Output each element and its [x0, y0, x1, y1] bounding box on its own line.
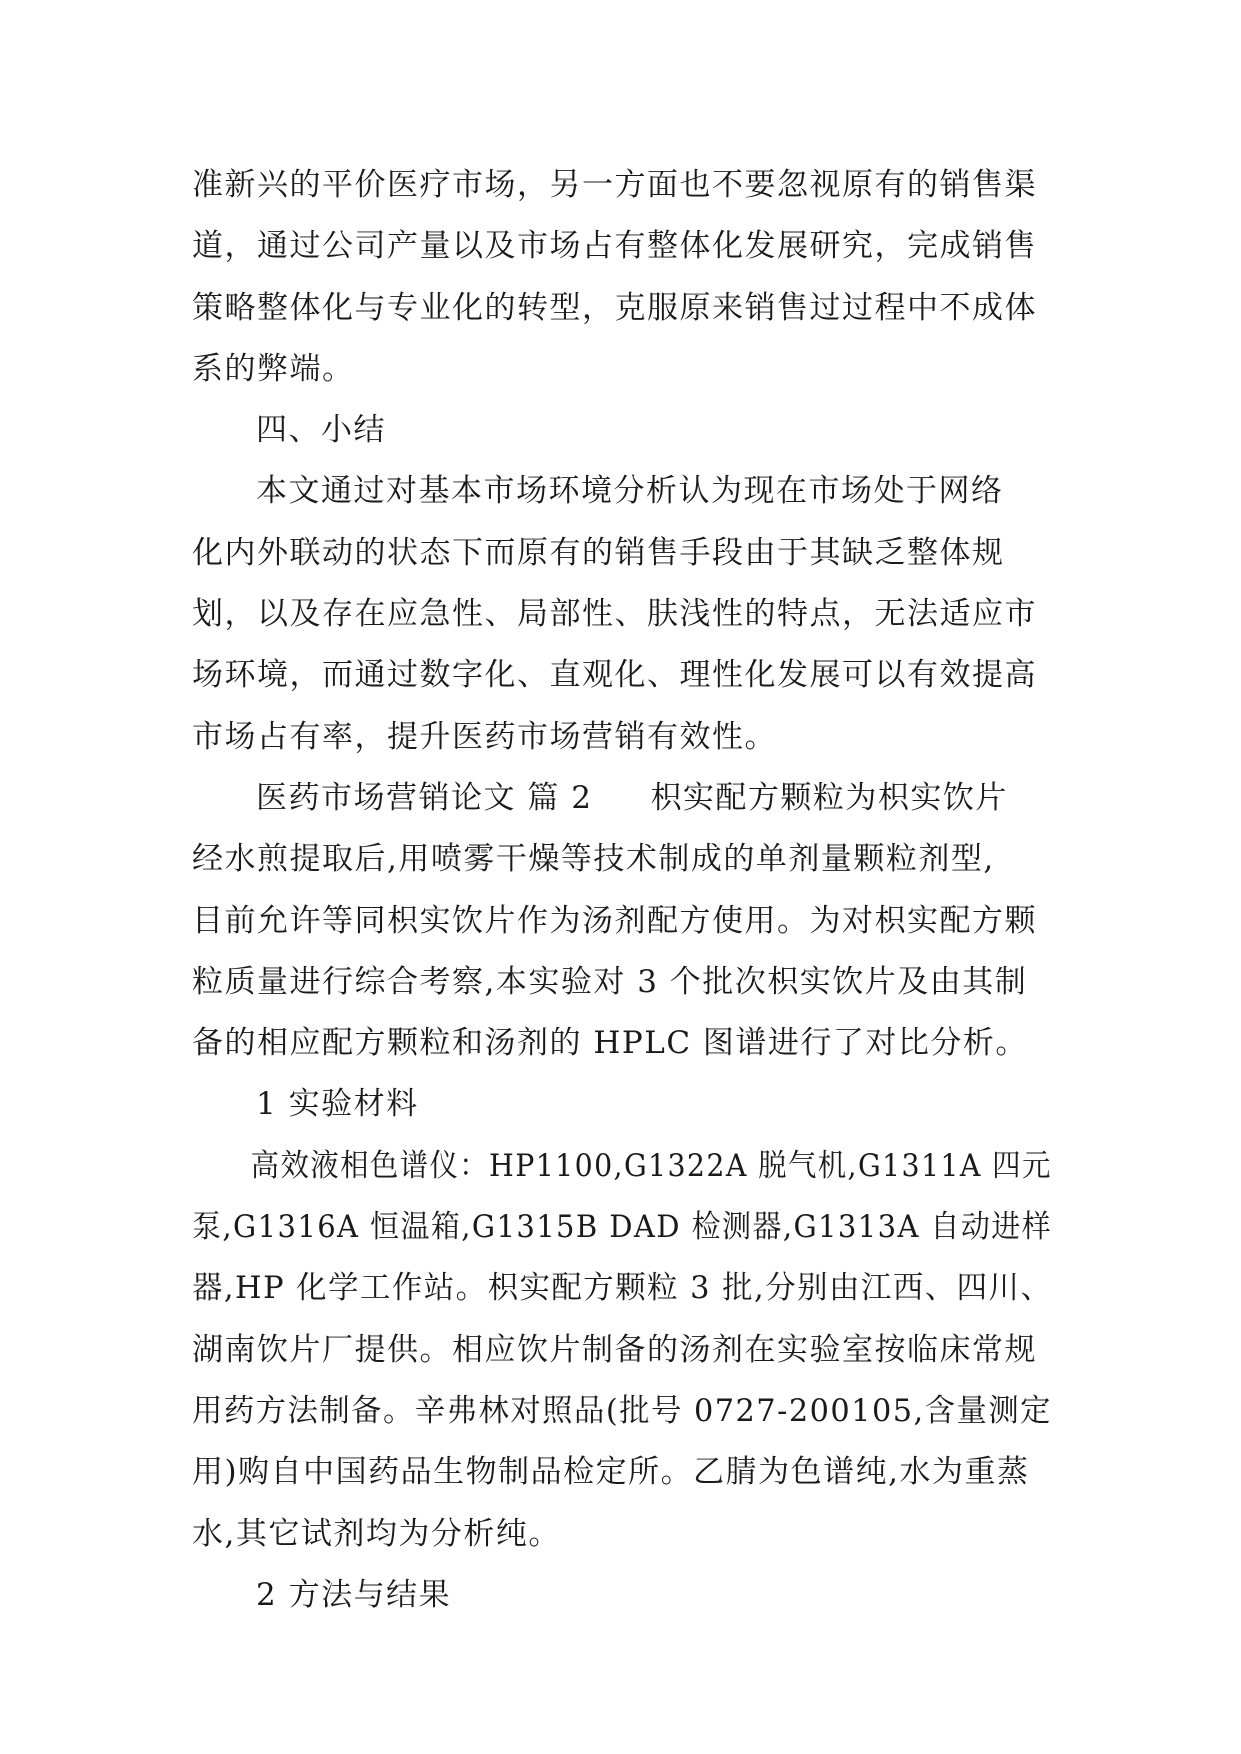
paragraph-line: 用)购自中国药品生物制品检定所。乙腈为色谱纯,水为重蒸 — [192, 1454, 1030, 1491]
section-heading: 2 方法与结果 — [256, 1576, 452, 1613]
paragraph-line: 道，通过公司产量以及市场占有整体化发展研究，完成销售 — [192, 228, 1037, 265]
paragraph-line: 化内外联动的状态下而原有的销售手段由于其缺乏整体规 — [192, 534, 1005, 571]
paragraph-line: 水,其它试剂均为分析纯。 — [192, 1515, 561, 1552]
paragraph-line: 器,HP 化学工作站。枳实配方颗粒 3 批,分别由江西、四川、 — [192, 1270, 1053, 1307]
paragraph-line — [192, 768, 1052, 829]
paragraph-line: 本文通过对基本市场环境分析认为现在市场处于网络 — [256, 473, 1004, 510]
paragraph-line: 粒质量进行综合考察,本实验对 3 个批次枳实饮片及由其制 — [192, 963, 1028, 1000]
section-heading: 1 实验材料 — [256, 1086, 419, 1123]
paragraph-line: 策略整体化与专业化的转型，克服原来销售过过程中不成体 — [192, 289, 1037, 326]
paragraph-line: 泵,G1316A 恒温箱,G1315B DAD 检测器,G1313A 自动进样 — [192, 1209, 1053, 1246]
article-title: 医药市场营销论文 篇 2 — [256, 779, 593, 816]
paragraph-text: 枳实配方颗粒为枳实饮片 — [650, 779, 1008, 816]
paragraph-line: 用药方法制备。辛弗林对照品(批号 0727-200105,含量测定 — [192, 1392, 1053, 1429]
paragraph-line: 目前允许等同枳实饮片作为汤剂配方使用。为对枳实配方颗 — [192, 902, 1037, 939]
paragraph-line: 准新兴的平价医疗市场，另一方面也不要忽视原有的销售渠 — [192, 167, 1037, 203]
paragraph-line: 市场占有率，提升医药市场营销有效性。 — [192, 718, 777, 755]
paragraph-line: 划，以及存在应急性、局部性、肤浅性的特点，无法适应市 — [192, 596, 1037, 633]
paragraph-line: 经水煎提取后,用喷雾干燥等技术制成的单剂量颗粒剂型, — [192, 841, 995, 878]
paragraph-line: 场环境，而通过数字化、直观化、理性化发展可以有效提高 — [192, 657, 1037, 694]
document-body — [192, 155, 1052, 1626]
paragraph-line: 高效液相色谱仪：HP1100,G1322A 脱气机,G1311A 四元 — [250, 1147, 1052, 1184]
paragraph-line: 湖南饮片厂提供。相应饮片制备的汤剂在实验室按临床常规 — [192, 1331, 1037, 1368]
paragraph-line: 系的弊端。 — [192, 350, 355, 387]
paragraph-line: 备的相应配方颗粒和汤剂的 HPLC 图谱进行了对比分析。 — [192, 1025, 1028, 1062]
section-heading: 四、小结 — [256, 412, 386, 449]
